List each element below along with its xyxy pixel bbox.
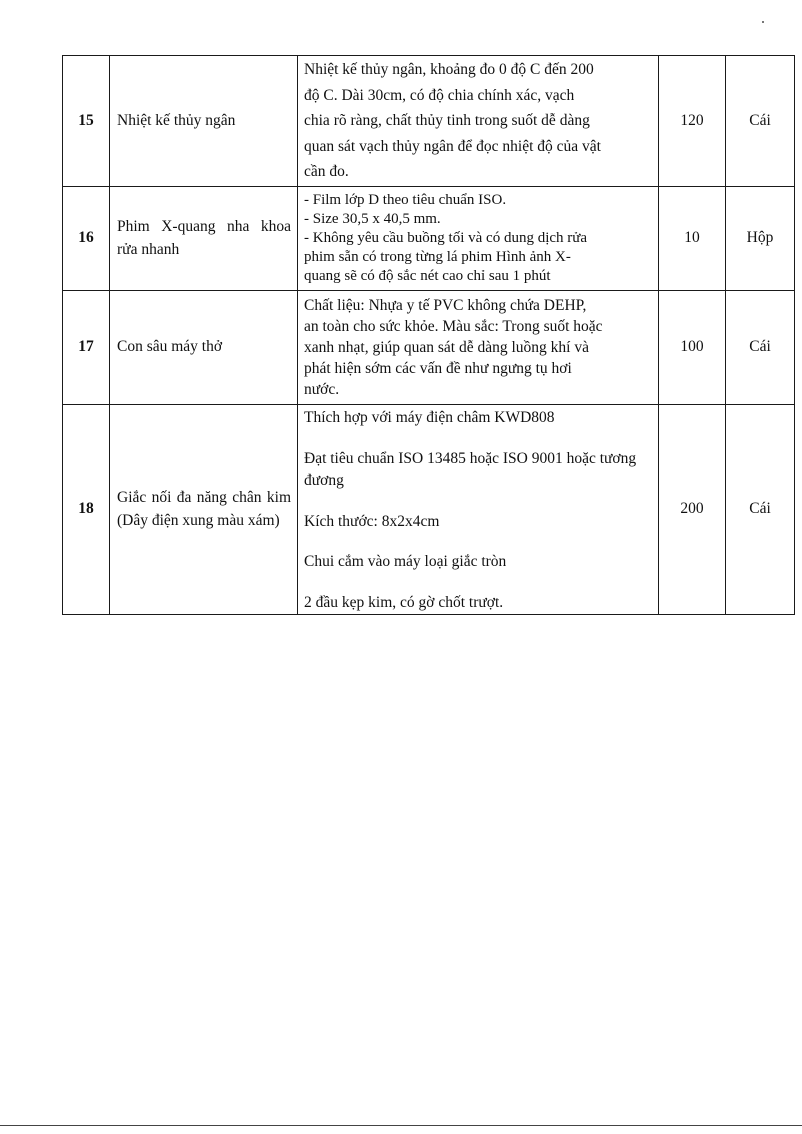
table-row (63, 405, 795, 615)
item-unit: Cái (726, 56, 795, 187)
item-description (298, 187, 659, 291)
description-line: cần đo. (304, 163, 349, 181)
equipment-table (62, 55, 795, 615)
item-quantity: 200 (659, 405, 726, 615)
item-unit: Hộp (726, 187, 795, 291)
table-row (63, 187, 795, 291)
description-line: quan sát vạch thủy ngân để đọc nhiệt độ của vật (304, 137, 601, 155)
description-line: Nhiệt kế thủy ngân, khoảng đo 0 độ C đến 200 (304, 61, 594, 79)
description-line: - Không yêu cầu buồng tối và có dung dịch rửa (304, 230, 588, 246)
item-quantity: 100 (659, 291, 726, 405)
description-line: quang sẽ có độ sắc nét cao chỉ sau 1 phút (304, 268, 551, 284)
row-number: 17 (63, 291, 110, 405)
item-quantity: 10 (659, 187, 726, 291)
row-number: 16 (63, 187, 110, 291)
description-paragraph: Đạt tiêu chuẩn ISO 13485 hoặc ISO 9001 hoặc tương đương (304, 449, 637, 489)
description-line: an toàn cho sức khỏe. Màu sắc: Trong suốt hoặc (304, 318, 603, 335)
item-name: Nhiệt kế thủy ngân (110, 56, 298, 187)
table-row (63, 291, 795, 405)
footer-rule (0, 1125, 802, 1126)
description-line: phim sẵn có trong từng lá phim Hình ảnh X- (304, 249, 571, 265)
description-line: - Film lớp D theo tiêu chuẩn ISO. (304, 192, 507, 208)
description-paragraph: Kích thước: 8x2x4cm (304, 512, 440, 530)
item-quantity: 120 (659, 56, 726, 187)
description-line: Chất liệu: Nhựa y tế PVC không chứa DEHP, (304, 297, 587, 314)
item-description (298, 405, 659, 615)
description-line: - Size 30,5 x 40,5 mm. (304, 211, 441, 227)
description-paragraph: 2 đầu kẹp kim, có gờ chốt trượt. (304, 593, 504, 611)
description-line: nước. (304, 381, 340, 398)
description-line: xanh nhạt, giúp quan sát dễ dàng luồng khí và (304, 339, 589, 356)
description-paragraph: Thích hợp với máy điện châm KWD808 (304, 409, 555, 426)
row-number: 15 (63, 56, 110, 187)
item-description (298, 291, 659, 405)
row-number: 18 (63, 405, 110, 615)
description-line: phát hiện sớm các vấn đề như ngưng tụ hơi (304, 360, 572, 377)
table-row (63, 56, 795, 187)
item-name: Con sâu máy thở (110, 291, 298, 405)
item-name: Giắc nối đa năng chân kim (Dây điện xung màu xám) (110, 405, 298, 615)
description-line: chia rõ ràng, chất thủy tinh trong suốt dễ dàng (304, 112, 590, 130)
description-paragraph: Chui cắm vào máy loại giắc tròn (304, 553, 507, 570)
scan-speck (762, 21, 764, 23)
item-unit: Cái (726, 405, 795, 615)
item-unit: Cái (726, 291, 795, 405)
description-line: độ C. Dài 30cm, có độ chia chính xác, vạch (304, 86, 575, 104)
item-description (298, 56, 659, 187)
item-name: Phim X-quang nha khoa rửa nhanh (110, 187, 298, 291)
